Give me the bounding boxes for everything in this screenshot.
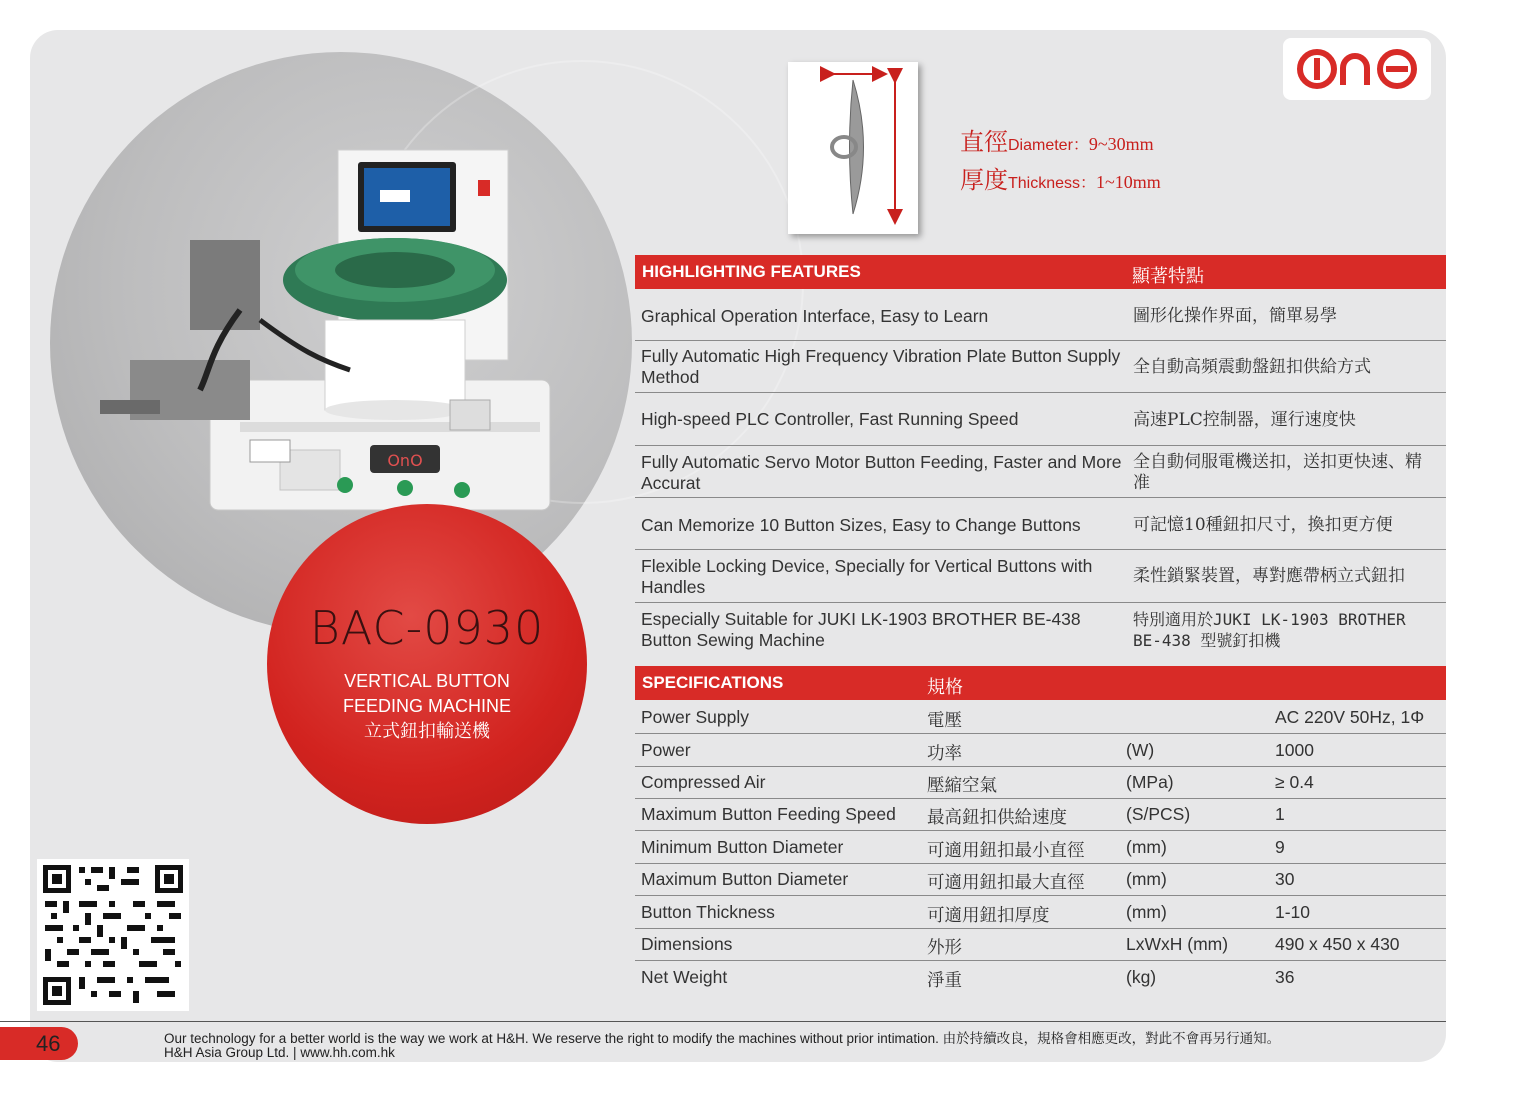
brand-logo [1283,38,1431,100]
feature-en: Fully Automatic High Frequency Vibration Plate Button Supply Method [641,346,1121,387]
feature-en: Graphical Operation Interface, Easy to Learn [641,306,989,326]
footer-divider [0,1021,1446,1022]
spec-unit: (mm) [1126,837,1167,857]
page-number: 46 [36,1031,61,1056]
feature-zh: 柔性鎖緊裝置，專對應帶柄立式鈕扣 [1133,566,1405,586]
highlights-header-zh: 顯著特點 [1132,266,1204,287]
spec-unit: (W) [1126,740,1155,760]
product-name-en-line1: VERTICAL BUTTON [344,671,510,691]
spec-label-en: Net Weight [641,967,728,987]
thickness-value: 1~10mm [1096,172,1161,192]
feature-en: Flexible Locking Device, Specially for Vertical Buttons with Handles [641,556,1093,597]
thickness-en: Thickness： [1008,175,1097,192]
spec-value: 1 [1275,804,1285,824]
product-name [267,669,587,744]
feature-zh: 可記憶10種鈕扣尺寸，換扣更方便 [1133,515,1393,535]
spec-unit: (S/PCS) [1126,804,1191,824]
highlights-header [635,255,1446,289]
spec-label-zh: 淨重 [927,971,962,991]
spec-value: AC 220V 50Hz, 1Φ [1275,707,1425,727]
product-name-en-line2: FEEDING MACHINE [342,696,511,716]
catalog-page-panel [30,30,1446,1062]
spec-row [635,896,1446,929]
button-size-diagram-icon [788,62,918,234]
spec-value: 9 [1275,837,1285,857]
thickness-spec [960,160,1161,195]
diameter-value: 9~30mm [1088,134,1154,154]
product-name-zh: 立式鈕扣輸送機 [364,721,490,741]
spec-value: 1000 [1275,740,1314,760]
feature-row [635,603,1446,655]
diameter-zh: 直徑 [960,130,1008,156]
feature-row [635,446,1446,498]
spec-unit: (kg) [1126,967,1157,987]
spec-label-zh: 外形 [927,938,962,958]
feature-en: Especially Suitable for JUKI LK-1903 BROTHER BE-438 Button Sewing Machine [641,609,1081,650]
button-diagram [788,62,918,234]
spec-label-en: Power Supply [641,707,749,727]
spec-label-zh: 可適用鈕扣最小直徑 [927,841,1085,861]
machine-photo [90,130,610,530]
diameter-spec [960,122,1154,157]
spec-row [635,831,1446,864]
spec-value: ≥ 0.4 [1275,772,1314,792]
feature-en: Fully Automatic Servo Motor Button Feeding, Faster and More Accurat [641,452,1122,493]
spec-row [635,798,1446,831]
spec-row [635,961,1446,993]
feature-zh: 高速PLC控制器，運行速度快 [1133,410,1356,430]
spec-row [635,863,1446,896]
feature-zh: 全自動高頻震動盤鈕扣供給方式 [1133,357,1371,377]
thickness-zh: 厚度 [960,168,1008,194]
spec-label-zh: 壓縮空氣 [927,776,997,796]
feature-zh: 全自動伺服電機送扣，送扣更快速、精准 [1133,452,1422,493]
spec-label-en: Minimum Button Diameter [641,837,844,857]
spec-row [635,734,1446,767]
diameter-en: Diameter： [1008,137,1089,154]
spec-label-zh: 功率 [927,744,962,764]
spec-row [635,928,1446,961]
feature-zh: 特別適用於JUKI LK-1903 BROTHER BE-438 型號釘扣機 [1133,610,1406,650]
spec-label-zh: 可適用鈕扣厚度 [927,906,1050,926]
ono-logo-icon [1283,38,1431,100]
spec-row [635,701,1446,734]
svg-text:OnO: OnO [387,451,423,470]
spec-label-zh: 最高鈕扣供給速度 [927,808,1067,828]
spec-label-en: Button Thickness [641,902,775,922]
feature-en: High-speed PLC Controller, Fast Running Speed [641,409,1019,429]
footer-company[interactable]: H&H Asia Group Ltd. | www.hh.com.hk [164,1045,395,1060]
spec-unit: LxWxH (mm) [1126,934,1229,954]
highlights-header-en: HIGHLIGHTING FEATURES [642,262,861,281]
qr-code-icon [37,859,189,1011]
feature-zh: 圖形化操作界面，簡單易學 [1133,306,1337,326]
spec-unit: (mm) [1126,869,1167,889]
spec-value: 490 x 450 x 430 [1275,934,1400,954]
spec-row [635,766,1446,799]
spec-value: 30 [1275,869,1295,889]
feature-en: Can Memorize 10 Button Sizes, Easy to Change Buttons [641,515,1081,535]
spec-label-en: Power [641,740,691,760]
qr-code[interactable] [37,859,189,1011]
spec-label-en: Maximum Button Feeding Speed [641,804,896,824]
spec-unit: (mm) [1126,902,1167,922]
specifications-header-zh: 規格 [927,677,963,698]
spec-value: 1-10 [1275,902,1311,922]
specifications-header-en: SPECIFICATIONS [642,673,784,692]
feature-row [635,550,1446,603]
feature-row [635,498,1446,550]
spec-value: 36 [1275,967,1295,987]
spec-label-zh: 可適用鈕扣最大直徑 [927,873,1085,893]
specifications-header [635,666,1446,700]
page-number-badge [0,1027,78,1060]
product-title-badge [267,504,587,824]
spec-label-zh: 電壓 [927,711,962,731]
spec-label-en: Dimensions [641,934,733,954]
feature-row [635,393,1446,446]
product-model: BAC-0930 [309,601,545,655]
spec-label-en: Compressed Air [641,772,766,792]
spec-label-en: Maximum Button Diameter [641,869,849,889]
spec-unit: (MPa) [1126,772,1174,792]
feature-row [635,341,1446,393]
footer-disclaimer: Our technology for a better world is the way we work at H&H. We reserve the right to modify the machines without prior intimation. 由於持續改良，規格會相應更改，對此不會再另行通知。 [164,1031,1281,1046]
feature-row [635,289,1446,341]
